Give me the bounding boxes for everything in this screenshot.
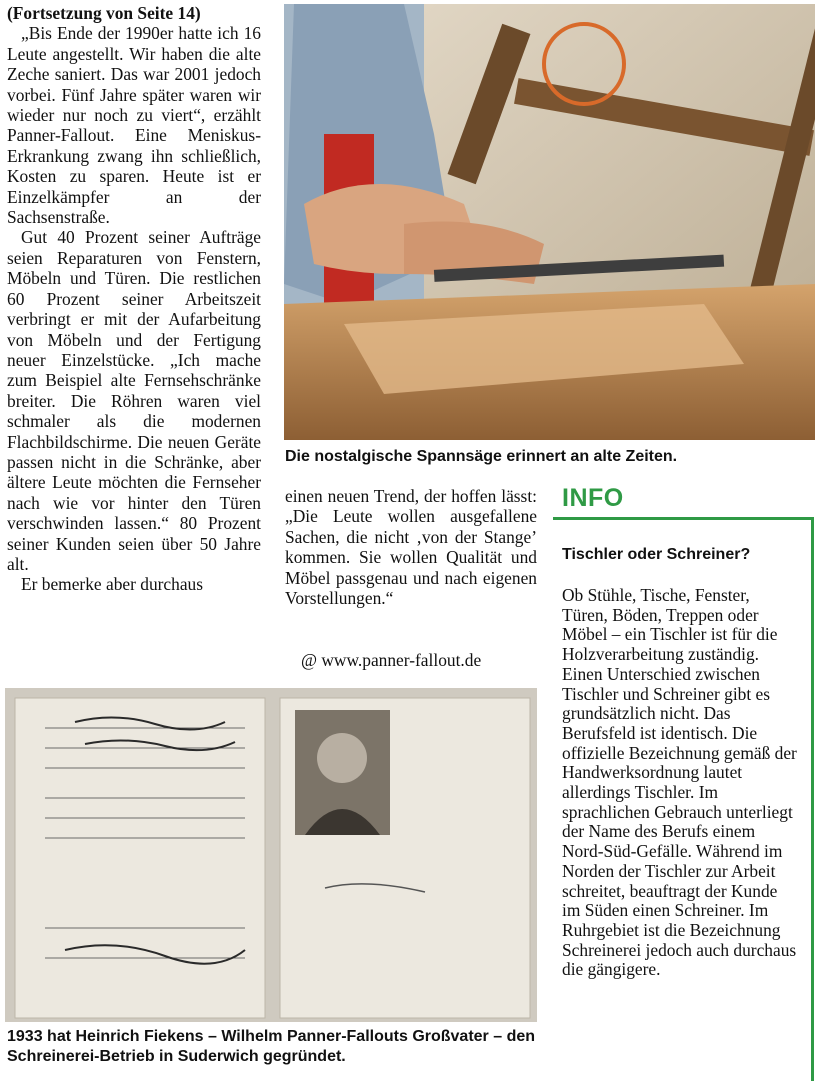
info-box	[553, 484, 814, 1081]
saw-photo	[284, 4, 815, 440]
historic-document-photo	[5, 688, 537, 1022]
info-side-rule	[811, 517, 814, 1081]
info-body: Ob Stühle, Tische, Fenster, Türen, Böden, Treppen oder Möbel – ein Tischler ist für die Holzverarbeitung zuständig. Einen Unterschied zwischen Tischler und Schreiner gibt es grundsätzlich nicht. Das Berufsfeld ist identisch. Die offizielle Bezeichnung gemäß der Handwerksordnung lautet allerdings Tischler. Im sprachlichen Gebrauch unterliegt der Name des Berufs einem Nord-Süd-Gefälle. Während im Norden der Tischler zur Arbeit schreitet, beauftragt der Kunde im Süden einen Schreiner. Im Ruhrgebiet ist die Bezeichnung Schreinerei jedoch auch durchaus die gängigere.	[562, 585, 797, 980]
website-link[interactable]: @ www.panner-fallout.de	[301, 650, 482, 670]
article-paragraph: einen neuen Trend, der hoffen lässt: „Die Leute wollen ausgefallene Sachen, die nicht ‚von der Stange’ kommen. Sie wollen Qualität und Möbel passgenau und nach eigenen Vorstellungen.“	[285, 486, 537, 609]
info-title: Tischler oder Schreiner?	[562, 546, 751, 563]
continuation-kicker: (Fortsetzung von Seite 14)	[7, 3, 201, 23]
article-paragraph: Gut 40 Prozent seiner Aufträge seien Reparaturen von Fenstern, Möbeln und Türen. Die restlichen 60 Prozent seiner Arbeitszeit verbringt er mit der Aufarbeitung von Möbeln und der Fertigung neuer Einzelstücke. „Ich mache zum Beispiel alte Fernsehschränke breiter. Die Röhren waren viel schmaler als die modernen Flachbildschirme. Die neuen Geräte passen nicht in die Schränke, aber ältere Leute möchten die Fernseher nach wie vor hinter den Türen verschwinden lassen.“ 80 Prozent seiner Kunden seien über 50 Jahre alt.	[7, 227, 261, 574]
article-paragraph: Er bemerke aber durchaus	[21, 574, 204, 595]
document-photo-caption: 1933 hat Heinrich Fiekens – Wilhelm Panner-Fallouts Großvater – den Schreinerei-Betrieb in Suderwich gegründet.	[7, 1028, 536, 1065]
article-column-1	[7, 3, 261, 595]
info-heading: INFO	[562, 484, 624, 512]
saw-photo-caption: Die nostalgische Spannsäge erinnert an alte Zeiten.	[285, 448, 678, 465]
article-paragraph: „Bis Ende der 1990er hatte ich 16 Leute angestellt. Wir haben die alte Zeche saniert. Das war 2001 jedoch vorbei. Fünf Jahre später waren wir wieder nur noch zu viert“, erzählt Panner-Fallout. Eine Meniskus-Erkrankung zwang ihn schließlich, Kosten zu sparen. Heute ist er Einzelkämpfer an der Sachsenstraße.	[7, 23, 261, 228]
info-rule	[553, 517, 814, 520]
article-column-2	[285, 486, 537, 608]
